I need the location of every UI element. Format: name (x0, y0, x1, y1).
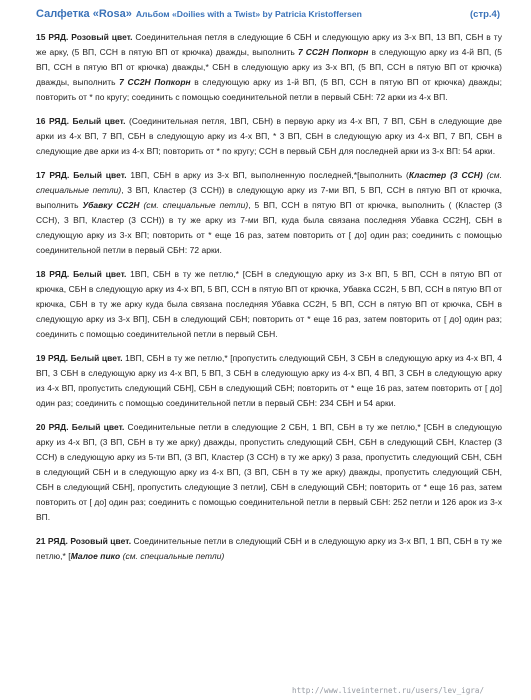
row-18 (36, 267, 502, 342)
row-title: 15 РЯД. (36, 32, 69, 42)
row-text: 1ВП, СБН в ту же петлю,* [пропустить следующий СБН, 3 СБН в следующую арку из 4-х ВП, 4 ВП, 3 СБН в следующую арку из 4-х ВП, 5 ВП, 3 СБН в следующую арку из 4-х ВП, 4 ВП, 3 СБН в следующую арку из 4-х ВП, пропустить следующий СБН], СБН в следующий СБН; повторить от * еще 16 раз, затем повторить от [ до] один раз; соединить с помощью соединительной петли в первый СБН: 234 СБН и 54 арки. (36, 353, 502, 408)
row-16 (36, 114, 502, 159)
source-watermark: http://www.liveinternet.ru/users/lev_igra/ (292, 686, 485, 695)
row-color: Белый цвет. (70, 353, 123, 363)
special-stitches-note: (см. специальные петли) (120, 551, 225, 561)
row-color: Розовый цвет. (70, 536, 132, 546)
row-title: 17 РЯД. (36, 170, 70, 180)
stitch-name: 7 СС2Н Попкорн (119, 77, 191, 87)
page-header (36, 8, 500, 24)
row-text: Соединительная петля в следующие 6 СБН и следующую арку из 3-х ВП, 13 ВП, СБН в ту же арку, (5 ВП, ССН в пятую ВП от крючка) дважды, выполнить (36, 32, 502, 57)
row-20 (36, 420, 502, 525)
row-text: Соединительные петли в следующий СБН и в следующую арку из 3-х ВП, 1 ВП, СБН в ту же петлю,* [ (36, 536, 503, 561)
row-title: 20 РЯД. (36, 422, 69, 432)
row-color: Белый цвет. (71, 422, 125, 432)
page-number: (стр.4) (470, 9, 500, 20)
stitch-name: Кластер (3 ССН) (408, 170, 483, 180)
row-text: Соединительные петли в следующие 2 СБН, 1 ВП, СБН в ту же петлю,* [СБН в следующую арку из 4-х ВП, (3 ВП, СБН в ту же арку) дважды, пропустить следующий СБН, СБН в следующий СБН, Кластер (3 ССН) в следующую арку из 5-ти ВП, (3 ВП, Кластер (3 ССН) в ту же арку) 3 раза, пропустить следующий СБН, СБН в следующий СБН и в следующую арку из 4-х ВП, (3 ВП, СБН в ту же арку) дважды, пропустить следующий СБН, СБН в следующий СБН], пропустить следующие 3 петли], СБН в следующий СБН; повторить от * еще 16 раз, затем повторить от [ до] один раз; соединить с помощью соединительной петли в первый СБН: 252 петли и 126 арок из 3-х ВП. (36, 422, 502, 522)
row-19 (36, 351, 502, 411)
special-stitches-note: (см. специальные петли) (139, 200, 249, 210)
row-title: 16 РЯД. (36, 116, 69, 126)
stitch-name: 7 СС2Н Попкорн (297, 47, 369, 57)
row-title: 18 РЯД. (36, 269, 70, 279)
row-title: 21 РЯД. (36, 536, 68, 546)
row-17 (36, 168, 502, 258)
row-color: Белый цвет. (73, 269, 127, 279)
row-color: Белый цвет. (72, 116, 126, 126)
row-title: 19 РЯД. (36, 353, 69, 363)
row-21 (36, 534, 502, 564)
row-color: Розовый цвет. (71, 32, 133, 42)
special-stitches-note: (см. специальные петли) (36, 170, 502, 195)
album-subtitle: Альбом «Doilies with a Twist» by Patricia Kristoffersen (135, 9, 362, 19)
row-text: (Соединительная петля, 1ВП, СБН) в первую арку из 4-х ВП, 7 ВП, СБН в следующие две арки из 4-х ВП, 7 ВП, СБН в следующую арку из 4-х ВП, * 3 ВП, СБН в следующую арку из 4-х ВП, 7 ВП, СБН в следующие две арки из 4-х ВП; повторить от * по кругу; ССН в первый СБН для последней арки из 3-х ВП: 54 арки. (36, 116, 502, 156)
row-text: , 5 ВП, ССН в пятую ВП от крючка, выполнить ( (Кластер (3 ССН), 3 ВП, Кластер (3 ССН)) в ту же арку из 7-ми ВП, куда была связана последняя Убавка СС2Н], СБН в следующую арку из 3-х ВП; повторить от * еще 16 раз, затем повторить от [ до] один раз; соединить с помощью соединительной петли в первый СБН: 72 арки. (36, 200, 502, 255)
row-text: в следующую арку из 1-й ВП, (5 ВП, ССН в пятую ВП от крючка) дважды; повторить от * по кругу; соединить с помощью соединительной петли в первый СБН: 72 арки из 4-х ВП. (36, 77, 502, 102)
row-text: в следующую арку из 4-й ВП, (5 ВП, ССН в пятую ВП от крючка) дважды,* СБН в следующую арку из 3-х ВП, (5 ВП, ССН в пятую ВП от крючка) дважды, выполнить (36, 47, 503, 87)
row-text: 1ВП, СБН в арку из 3-х ВП, выполненную последней,*[выполнить ( (126, 170, 409, 180)
pattern-rows (36, 30, 502, 573)
row-15 (36, 30, 502, 105)
doily-title: Салфетка «Rosa» (36, 8, 132, 20)
stitch-name: Убавку СС2Н (82, 200, 140, 210)
row-text: , 3 ВП, Кластер (3 ССН)) в следующую арку из 7-ми ВП, 5 ВП, ССН в пятую ВП от крючка, выполнить (36, 185, 502, 210)
stitch-name: Малое пико (70, 551, 121, 561)
row-color: Белый цвет. (73, 170, 127, 180)
row-text: 1ВП, СБН в ту же петлю,* [СБН в следующую арку из 3-х ВП, 5 ВП, ССН в пятую ВП от крючка, СБН в следующую арку из 4-х ВП, 5 ВП, ССН в пятую ВП от крючка, Убавка СС2Н, 5 ВП, ССН в пятую ВП от крючка, СБН в ту же арку куда была связана последняя Убавка СС2Н, 5 ВП, ССН в пятую ВП от крючка, СБН в следующую арку из 3-х ВП], СБН в следующий СБН; повторить от * еще 16 раз, затем повторить от [ до] один раз; соединить с помощью соединительной петли в первый СБН. (36, 269, 502, 339)
